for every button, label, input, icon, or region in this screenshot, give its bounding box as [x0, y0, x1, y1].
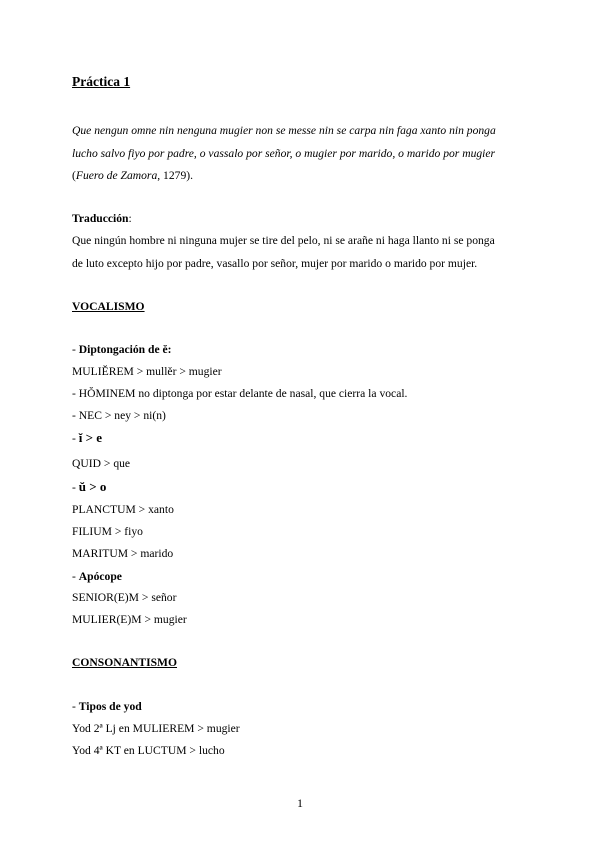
list-item: - HŎMINEM no diptonga por estar delante de nasal, que cierra la vocal.: [72, 387, 408, 400]
diptongacion-dash: -: [72, 343, 79, 356]
list-item: MULIĔREM > mullěr > mugier: [72, 365, 222, 378]
traduccion-colon: :: [128, 212, 132, 225]
tipos-de-yod-subheading: [72, 700, 532, 714]
list-item: Yod 2ª Lj en MULIEREM > mugier: [72, 722, 240, 735]
list-item: FILIUM > fiyo: [72, 525, 143, 538]
list-item: - NEC > ney > ni(n): [72, 409, 166, 422]
list-item: SENIOR(E)M > señor: [72, 591, 177, 604]
yod-label: Tipos de yod: [78, 700, 142, 713]
quote-source-title: Fuero de Zamora: [75, 169, 158, 182]
quote-source-open: (: [72, 169, 76, 182]
diptongacion-label: Diptongación de ĕ:: [78, 343, 172, 356]
traduccion-line-1: Que ningún hombre ni ninguna mujer se tire del pelo, ni se arañe ni haga llanto ni se ponga: [72, 234, 495, 247]
quote-source-rest: , 1279).: [157, 169, 193, 182]
apocope-subheading: [72, 570, 532, 584]
quote-source: [72, 169, 532, 183]
quote-line-1: Que nengun omne nin nenguna mugier non se messe nin se carpa nin faga xanto nin ponga: [72, 124, 496, 137]
traduccion-line-2: de luto excepto hijo por padre, vasallo por señor, mujer por marido o marido por mujer.: [72, 257, 478, 270]
traduccion-label: Traducción: [72, 212, 129, 225]
list-item: MARITUM > marido: [72, 547, 174, 560]
u-dash: -: [72, 481, 79, 494]
traduccion-heading: [72, 212, 532, 226]
list-item: MULIER(E)M > mugier: [72, 613, 187, 626]
page-title: Práctica 1: [72, 74, 131, 89]
diptongacion-subheading: [72, 343, 532, 357]
apocope-label: Apócope: [78, 570, 122, 583]
u-label: ŭ > o: [78, 479, 107, 494]
i-dash: -: [72, 432, 79, 445]
page-number: 1: [297, 796, 303, 810]
apocope-dash: -: [72, 570, 79, 583]
quote-line-2: lucho salvo fiyo por padre, o vassalo por señor, o mugier por marido, o marido por mugier: [72, 147, 496, 160]
u-to-o-subheading: [72, 480, 532, 495]
yod-dash: -: [72, 700, 79, 713]
consonantismo-heading: CONSONANTISMO: [72, 656, 178, 669]
list-item: QUID > que: [72, 457, 131, 470]
vocalismo-heading: VOCALISMO: [72, 300, 145, 313]
i-to-e-subheading: [72, 431, 532, 446]
list-item: Yod 4ª KT en LUCTUM > lucho: [72, 744, 225, 757]
list-item: PLANCTUM > xanto: [72, 503, 174, 516]
i-label: ĭ > e: [78, 430, 103, 445]
